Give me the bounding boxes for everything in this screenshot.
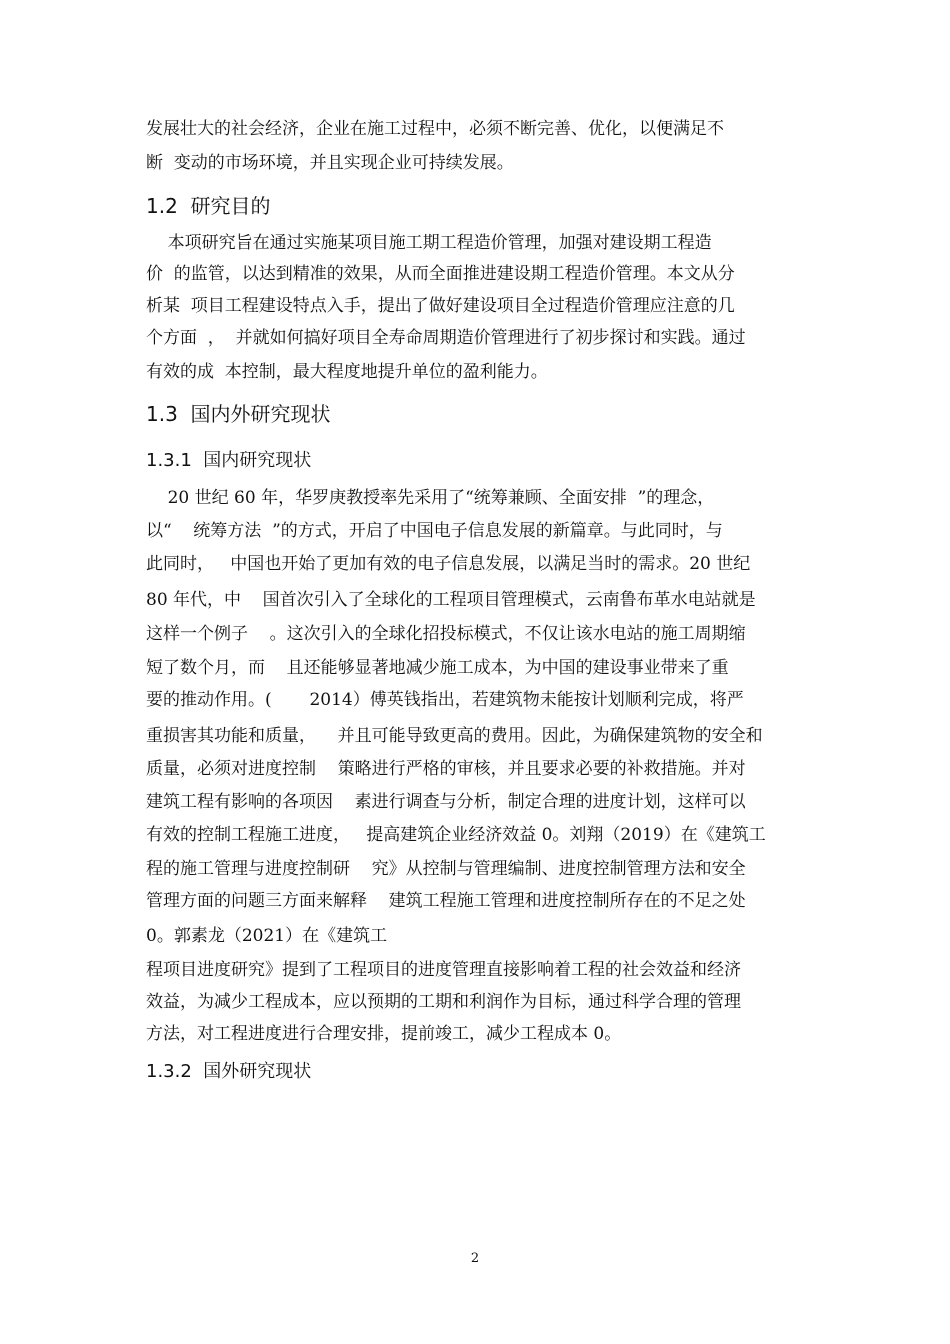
paragraph-line: 20 世纪 60 年，华罗庚教授率先采用了“统筹兼顾、全面安排 ”的理念， xyxy=(146,488,715,508)
paragraph-line: 程项目进度研究》提到了工程项目的进度管理直接影响着工程的社会效益和经济 xyxy=(146,960,741,980)
paragraph-line: 发展壮大的社会经济，企业在施工过程中，必须不断完善、优化，以便满足不 xyxy=(146,119,724,139)
paragraph-line: 析某 项目工程建设特点入手，提出了做好建设项目全过程造价管理应注意的几 xyxy=(146,296,735,316)
paragraph-line: 此同时， 中国也开始了更加有效的电子信息发展，以满足当时的需求。20 世纪 xyxy=(146,554,751,574)
paragraph-line: 价 的监管，以达到精准的效果，从而全面推进建设期工程造价管理。本文从分 xyxy=(146,264,735,284)
section-heading-1-2: 1.2 研究目的 xyxy=(146,194,271,218)
page-number: 2 xyxy=(470,1251,480,1266)
paragraph-line: 个方面 ， 并就如何搞好项目全寿命周期造价管理进行了初步探讨和实践。通过 xyxy=(146,328,746,348)
paragraph-line: 重损害其功能和质量， 并且可能导致更高的费用。因此，为确保建筑物的安全和 xyxy=(146,726,763,746)
paragraph-line: 程的施工管理与进度控制研 究》从控制与管理编制、进度控制管理方法和安全 xyxy=(146,859,746,879)
paragraph-line: 方法，对工程进度进行合理安排，提前竣工，减少工程成本 0。 xyxy=(146,1024,622,1044)
section-heading-1-3-2: 1.3.2 国外研究现状 xyxy=(146,1061,312,1082)
paragraph-line: 短了数个月，而 且还能够显著地减少施工成本，为中国的建设事业带来了重 xyxy=(146,658,729,678)
paragraph-line: 有效的控制工程施工进度， 提高建筑企业经济效益 0。刘翔（2019）在《建筑工 xyxy=(146,825,766,845)
paragraph-line: 质量，必须对进度控制 策略进行严格的审核，并且要求必要的补救措施。并对 xyxy=(146,759,746,779)
section-heading-1-3-1: 1.3.1 国内研究现状 xyxy=(146,450,312,471)
paragraph-line: 0。郭素龙（2021）在《建筑工 xyxy=(146,926,388,946)
section-heading-1-3: 1.3 国内外研究现状 xyxy=(146,402,331,426)
paragraph-line: 有效的成 本控制，最大程度地提升单位的盈利能力。 xyxy=(146,362,548,382)
paragraph-line: 建筑工程有影响的各项因 素进行调查与分析，制定合理的进度计划，这样可以 xyxy=(146,792,746,812)
paragraph-line: 以“ 统筹方法 ”的方式，开启了中国电子信息发展的新篇章。与此同时，与 xyxy=(146,521,723,541)
paragraph-line: 本项研究旨在通过实施某项目施工期工程造价管理，加强对建设期工程造 xyxy=(146,233,712,253)
paragraph-line: 这样一个例子 。这次引入的全球化招投标模式，不仅让该水电站的施工周期缩 xyxy=(146,624,746,644)
paragraph-line: 80 年代，中 国首次引入了全球化的工程项目管理模式，云南鲁布革水电站就是 xyxy=(146,590,756,610)
paragraph-line: 管理方面的问题三方面来解释 建筑工程施工管理和进度控制所存在的不足之处 xyxy=(146,891,746,911)
paragraph-line: 断 变动的市场环境，并且实现企业可持续发展。 xyxy=(146,153,514,173)
paragraph-line: 效益，为减少工程成本，应以预期的工期和利润作为目标，通过科学合理的管理 xyxy=(146,992,741,1012)
paragraph-line: 要的推动作用。( 2014）傅英钱指出，若建筑物未能按计划顺利完成，将严 xyxy=(146,690,744,710)
